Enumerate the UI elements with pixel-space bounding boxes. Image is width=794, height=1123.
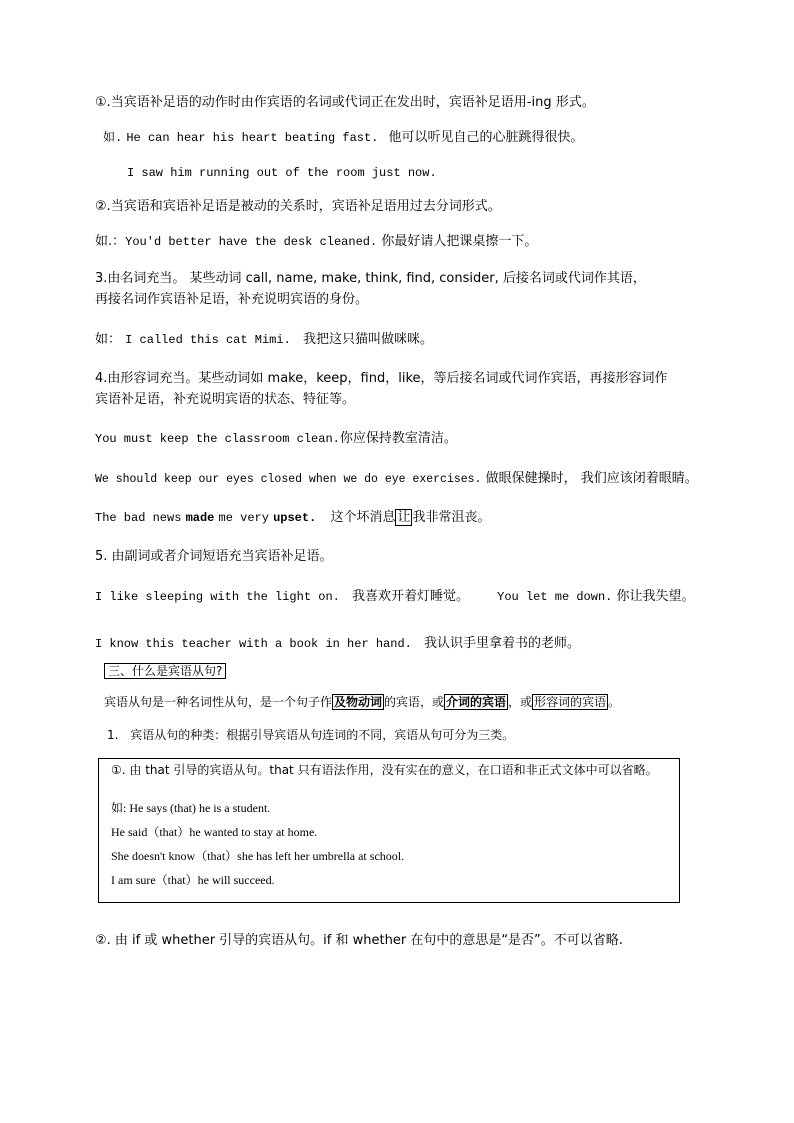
example-line-9	[95, 635, 580, 653]
example-line-3	[95, 233, 537, 251]
example-line-2: I saw him running out of the room just now.	[127, 166, 437, 180]
example-zh: 我把这只猫叫做咪咪。	[302, 332, 433, 347]
example-en: You'd better have the desk cleaned.	[125, 235, 378, 249]
example-en: I like sleeping with the light on.	[95, 590, 340, 604]
example-line-6	[95, 470, 698, 489]
example-prefix: 如.	[103, 131, 123, 145]
section-heading: 三、什么是宾语从句?	[104, 662, 226, 680]
example-zh: 做眼保健操时， 我们应该闭着眼睛。	[485, 471, 698, 486]
that-clause-box	[98, 758, 680, 903]
box-example: She doesn't know（that）she has left her umbrella at school.	[111, 849, 405, 863]
example-line-1	[103, 129, 584, 147]
example-prefix: 如.：	[95, 234, 126, 249]
box-title: ①. 由 that 引导的宾语从句。that 只有语法作用，没有实在的意义，在口语和非正式文体中可以省略。	[111, 763, 658, 777]
example-zh: 我认识手里拿着书的老师。	[424, 636, 581, 651]
p2-line: ②.当宾语和宾语补足语是被动的关系时，宾语补足语用过去分词形式。	[95, 199, 501, 214]
example-en: The bad news	[95, 511, 182, 525]
example-en: He can hear his heart beating fast.	[126, 131, 379, 145]
box-example: I am sure（that）he will succeed.	[111, 873, 275, 887]
example-zh: 这个坏消息	[330, 510, 396, 525]
boxed-term: 及物动词	[334, 695, 383, 709]
p3-line-1: 3.由名词充当。 某些动词 call, name, make, think, find, consider, 后接名词或代词作其语，	[95, 271, 646, 286]
example-en: I called this cat Mimi.	[125, 333, 291, 347]
box-example: He said（that）he wanted to stay at home.	[111, 825, 318, 839]
example-prefix: 如：	[95, 332, 122, 347]
example-zh: 我喜欢开着灯睡觉。	[351, 589, 469, 604]
example-line-5	[95, 430, 457, 448]
example-en-bold: made	[185, 511, 215, 525]
p3-line-2: 再接名词作宾语补足语，补充说明宾语的身份。	[95, 292, 369, 307]
example-line-4	[95, 331, 433, 349]
definition-line: 宾语从句是一种名词性从句，是一个句子作 及物动词 的宾语，或 介词的宾语 ，或 形容词的宾语 。	[104, 695, 621, 709]
example-en: You must keep the classroom clean.	[95, 432, 340, 446]
boxed-term: 介词的宾语	[446, 695, 507, 709]
example-zh: 你应保持教室清洁。	[339, 431, 457, 446]
example-en: me very	[218, 511, 269, 525]
example-en: You let me down.	[497, 590, 613, 604]
types-line: 1. 宾语从句的种类：根据引导宾语从句连词的不同，宾语从句可分为三类。	[107, 728, 515, 742]
example-en-bold: upset.	[273, 511, 317, 525]
box-example: 如: He says (that) he is a student.	[111, 801, 271, 815]
example-zh: 你让我失望。	[616, 589, 695, 604]
p5-line: 5. 由副词或者介词短语充当宾语补足语。	[95, 549, 333, 564]
example-line-8	[95, 588, 695, 606]
boxed-word: 让	[397, 510, 411, 525]
example-en: We should keep our eyes closed when we do eye exercises.	[95, 473, 482, 486]
p4-line-1: 4.由形容词充当。某些动词如 make，keep，find，like，等后接名词或代词作宾语，再接形容词作	[95, 371, 668, 386]
example-line-7	[95, 509, 490, 527]
p4-line-2: 宾语补足语，补充说明宾语的状态、特征等。	[95, 392, 356, 407]
p1-line: ①.当宾语补足语的动作时由作宾语的名词或代词正在发出时，宾语补足语用-ing 形式。	[95, 95, 595, 110]
example-zh: 你最好请人把课桌擦一下。	[381, 234, 538, 249]
p6-line: ②. 由 if 或 whether 引导的宾语从句。if 和 whether 在句中的意思是“是否”。不可以省略.	[95, 933, 623, 948]
example-zh: 他可以听见自己的心脏跳得很快。	[388, 130, 584, 145]
example-en: I know this teacher with a book in her hand.	[95, 637, 412, 651]
example-zh: 我非常沮丧。	[412, 510, 491, 525]
boxed-term: 形容词的宾语	[534, 695, 607, 709]
